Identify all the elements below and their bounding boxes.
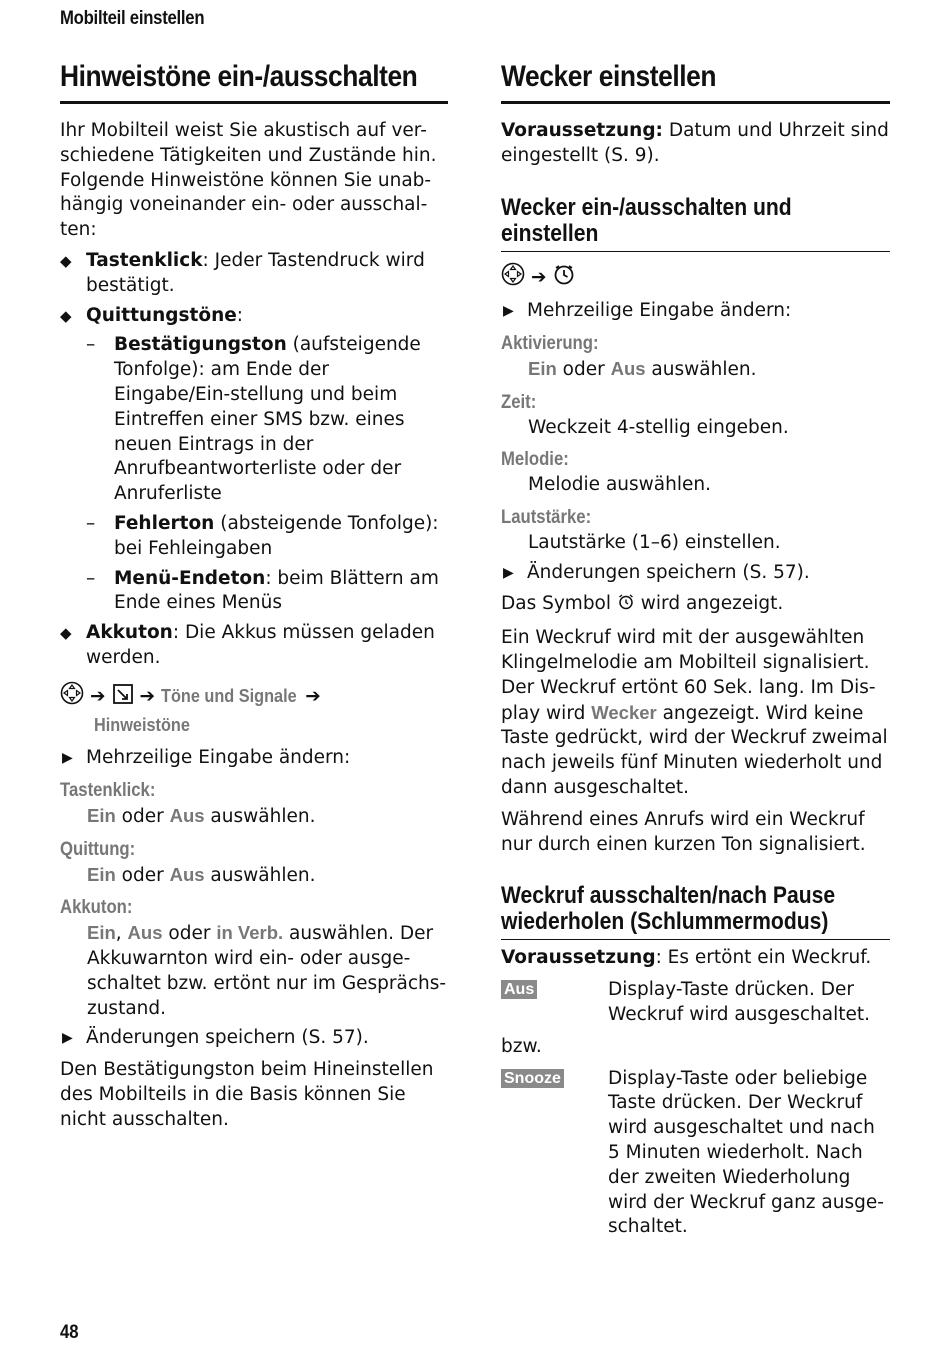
list-item-quittungstoene: ◆ Quittungstöne: [60,304,448,329]
triangle-bullet-icon: ▶ [503,303,514,320]
softkey-row-snooze: Snooze Display-Taste oder beliebige Taste drücken. Der Weckruf wird ausgeschaltet und nach 5 Minuten wiederholt. Nach der zweiten Wiederholung wird der Weckruf ganz ausge-schaltet. [501,1067,890,1241]
dash-bullet: – [86,334,96,356]
list-item-tastenklick: ◆ Tastenklick: Jeder Tastendruck wird bestätigt. [60,249,425,296]
diamond-bullet-icon: ◆ [60,251,72,270]
menu-path [60,681,448,739]
list-item-akkuton: ◆ Akkuton: Die Akkus müssen geladen werden. [60,622,435,668]
step-save: ▶ Änderungen speichern (S. 57). [60,1026,448,1051]
step-edit: ▶ Mehrzeilige Eingabe ändern: [60,746,448,771]
field-label-tastenklick: Tastenklick: [60,780,156,802]
step-edit: ▶ Mehrzeilige Eingabe ändern: [501,299,890,324]
field-label-quittung: Quittung: [60,838,136,860]
page-number: 48 [60,1322,79,1343]
subsection-title-schlummermodus: Weckruf ausschalten/nach Pause wiederholen (Schlummermodus) [501,883,890,940]
diamond-bullet-icon: ◆ [60,306,72,325]
dash-bullet: – [86,567,96,589]
sublist-item-fehlerton: – Fehlerton (absteigende Tonfolge): bei Fehleingaben [86,512,439,559]
prerequisite-paragraph: Voraussetzung: Datum und Uhrzeit sind eingestellt (S. 9). [501,120,889,166]
control-key-icon [60,681,84,713]
closing-paragraph: Den Bestätigungston beim Hineinstellen des Mobilteils in die Basis können Sie nicht ausschalten. [60,1059,434,1130]
field-label-akkuton: Akkuton: [60,897,133,919]
alarm-clock-icon [553,264,575,294]
softkey-snooze[interactable]: Snooze [501,1069,564,1088]
field-value-aktivierung: Ein oder Aus auswählen. [528,357,757,380]
field-label-aktivierung: Aktivierung: [501,333,599,355]
running-head: Mobilteil einstellen [60,8,205,29]
field-label-melodie: Melodie: [501,449,569,471]
field-value-akkuton: Ein, Aus oder in Verb. auswählen. Der Akkuwarnton wird ein- oder ausge-schaltet bzw. ertönt nur im Gesprächs-zustand. [87,922,447,1019]
menu-path-wecker [501,262,890,294]
arrow-icon: ➔ [531,266,547,288]
arrow-icon: ➔ [139,685,156,707]
field-label-lautstaerke: Lautstärke: [501,506,592,528]
left-column [60,58,448,1132]
alarm-symbol-icon [617,593,635,619]
bzw-label: bzw. [501,1035,542,1057]
field-value-quittung: Ein oder Aus auswählen. [87,863,316,886]
sublist-item-bestaetigungston: – Bestätigungston (aufsteigende Tonfolge): am Ende der Eingabe/Ein-stellung und beim Eintreffen einer SMS bzw. eines neuen Eintrags in der Anrufbeantworterliste oder der Anruferliste [86,334,421,505]
field-value-tastenklick: Ein oder Aus auswählen. [87,804,316,827]
prerequisite-weckruf: Voraussetzung: Es ertönt ein Weckruf. [501,947,872,969]
subsection-title-wecker-ein-aus: Wecker ein-/ausschalten und einstellen [501,195,890,252]
weckruf-paragraph: Ein Weckruf wird mit der ausgewählten Klingelmelodie am Mobilteil signalisiert. Der Weckruf ertönt 60 Sek. lang. Im Dis-play wird Wecker angezeigt. Wird keine Taste gedrückt, wird der Weckruf zweimal nach jeweils fünf Minuten wiederholt und dann ausgeschaltet. [501,627,888,798]
field-value-lautstaerke: Lautstärke (1–6) einstellen. [528,531,781,553]
arrow-icon: ➔ [90,685,106,707]
triangle-bullet-icon: ▶ [503,564,514,581]
settings-menu-icon [112,683,134,713]
right-column [501,58,890,1240]
symbol-paragraph: Das Symbol wird angezeigt. [501,592,890,619]
section-title-wecker: Wecker einstellen [501,58,890,104]
triangle-bullet-icon: ▶ [62,750,73,767]
field-value-melodie: Melodie auswählen. [528,474,711,496]
step-save: ▶ Änderungen speichern (S. 57). [501,561,890,586]
menu-item-hinweistoene: Hinweistöne [94,713,190,735]
intro-paragraph: Ihr Mobilteil weist Sie akustisch auf ver-schiedene Tätigkeiten und Zustände hin. Folgende Hinweistöne können Sie unab-hängig voneinander ein- oder ausschal-ten: [60,120,437,241]
field-label-zeit: Zeit: [501,391,537,413]
control-key-icon [501,262,525,294]
dash-bullet: – [86,512,96,534]
field-value-zeit: Weckzeit 4-stellig eingeben. [528,416,789,438]
arrow-icon: ➔ [305,685,321,707]
section-title-hinweistoene: Hinweistöne ein-/ausschalten [60,58,448,104]
triangle-bullet-icon: ▶ [62,1030,73,1047]
softkey-row-aus: Aus Display-Taste drücken. Der Weckruf wird ausgeschaltet. [501,978,890,1028]
anruf-paragraph: Während eines Anrufs wird ein Weckruf nur durch einen kurzen Ton signalisiert. [501,808,866,855]
diamond-bullet-icon: ◆ [60,624,72,643]
softkey-aus[interactable]: Aus [501,980,537,999]
menu-item-toene-und-signale: Töne und Signale [161,684,297,706]
sublist-item-menue-endeton: – Menü-Endeton: beim Blättern am Ende eines Menüs [86,567,439,614]
